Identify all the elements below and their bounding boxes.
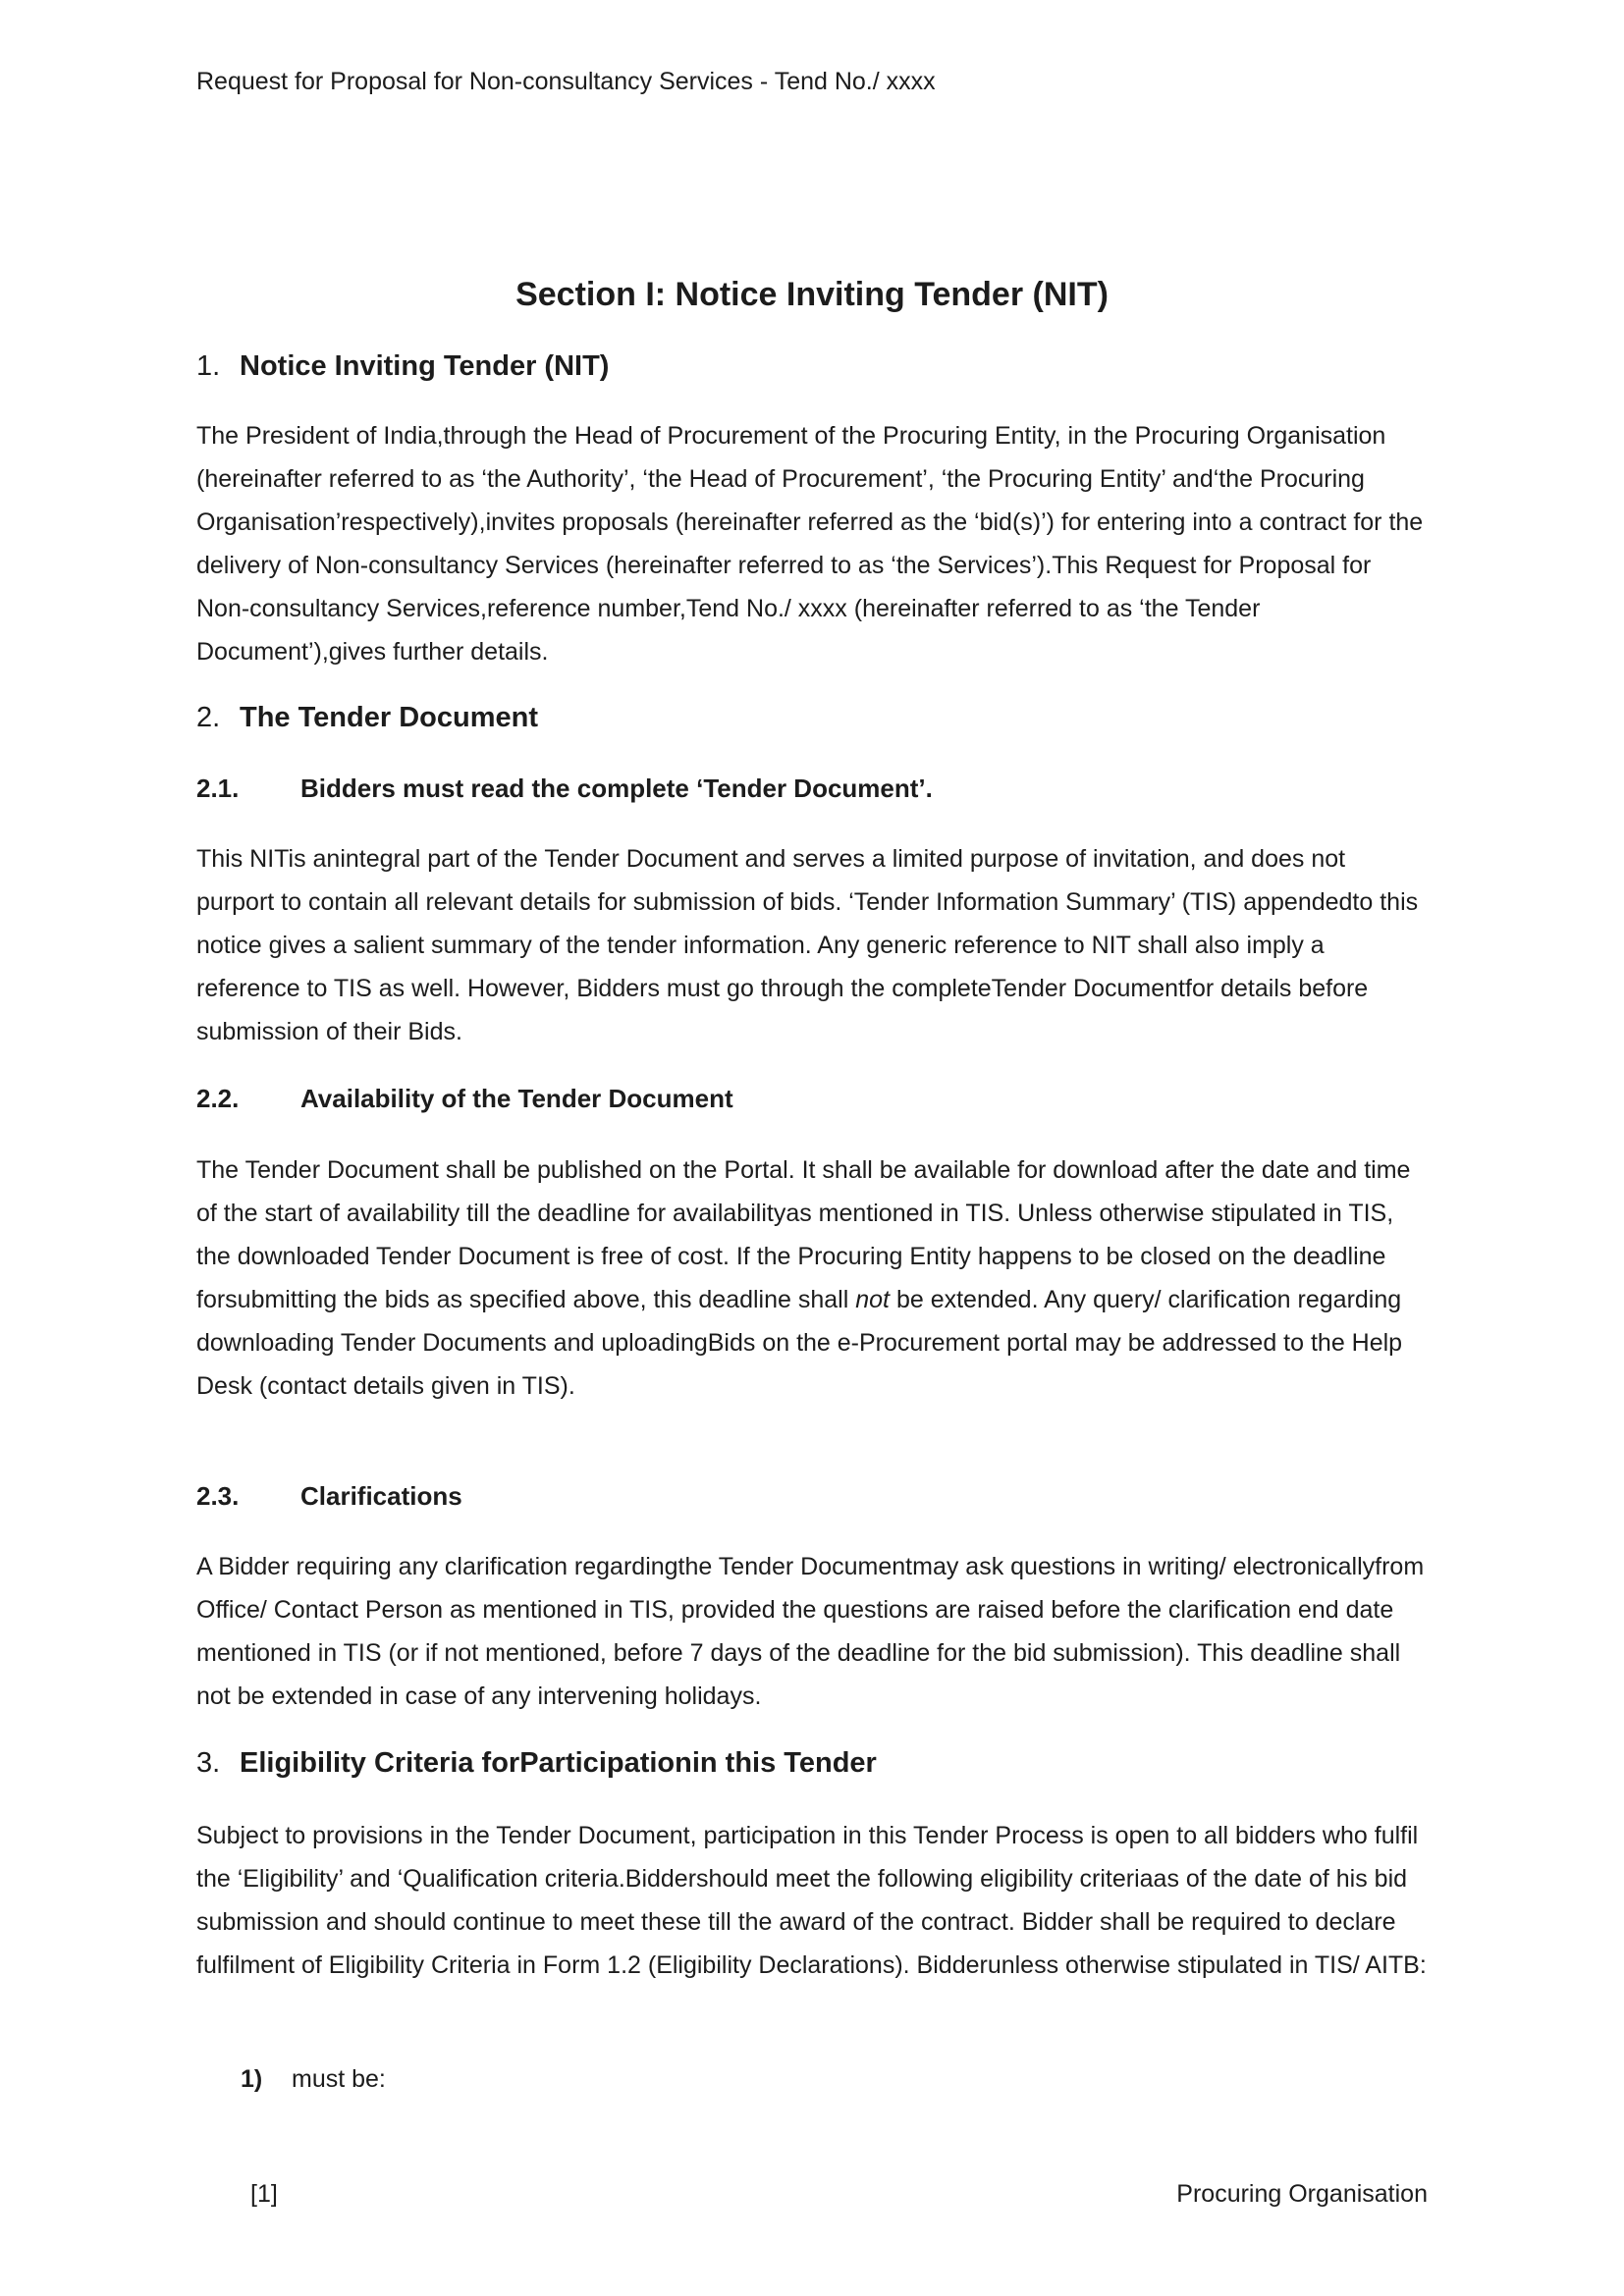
section-1-number: 1. — [196, 350, 221, 382]
footer-page-number: [1] — [250, 2180, 278, 2208]
section-2-1-number: 2.1. — [196, 774, 240, 803]
section-2-2-paragraph-end: be extended. Any query/ clarification regarding downloading Tender Documents and uploadingBids on the e-Procurement portal may be addressed to the Help Desk (contact details given in TIS). — [196, 1286, 1403, 1400]
section-2-2-italic-word: not — [855, 1286, 890, 1313]
section-3-paragraph: Subject to provisions in the Tender Document, participation in this Tender Process is open to all bidders who fulfil the ‘Eligibility’ and ‘Qualification criteria.Biddershould meet the following eligibility criteriaas of the date of his bid submission and should continue to meet these till the award of the contract. Bidder shall be required to declare fulfilment of Eligibility Criteria in Form 1.2 (Eligibility Declarations). Bidderunless otherwise stipulated in TIS/ AITB: — [196, 1822, 1427, 1979]
section-2-2-heading-text: Availability of the Tender Document — [300, 1084, 733, 1113]
section-2-3-heading — [196, 1478, 1428, 1514]
page-footer — [196, 2177, 1428, 2211]
section-1-heading — [196, 347, 1428, 385]
section-2-heading-text: The Tender Document — [240, 702, 538, 733]
section-2-1-heading — [196, 771, 1428, 806]
section-2-1-paragraph: This NITis anintegral part of the Tender Document and serves a limited purpose of invitation, and does not purport to contain all relevant details for submission of bids. ‘Tender Information Summary’ (TIS) appendedto this notice gives a salient summary of the tender information. Any generic reference to NIT shall also imply a reference to TIS as well. However, Bidders must go through the completeTender Documentfor details before submission of their Bids. — [196, 845, 1419, 1045]
section-2-3-heading-text: Clarifications — [300, 1481, 462, 1511]
document-title: Section I: Notice Inviting Tender (NIT) — [515, 276, 1109, 313]
footer-organisation-label: Procuring Organisation — [1176, 2180, 1428, 2208]
list-item-1-number: 1) — [241, 2065, 263, 2093]
section-2-2-paragraph-start: The Tender Document shall be published on the Portal. It shall be available for download after the date and time of the start of availability till the deadline for availabilityas mentioned in TIS. Unless otherwise stipulated in TIS, the downloaded Tender Document is free of cost. If the Procuring Entity happens to be closed on the deadline forsubmitting the bids as specified above, this deadline shall — [196, 1156, 1411, 1313]
eligibility-list-item-1 — [241, 2059, 1428, 2099]
running-header: Request for Proposal for Non-consultancy Services - Tend No./ xxxx — [196, 68, 936, 95]
section-2-heading — [196, 699, 1428, 736]
section-3-number: 3. — [196, 1747, 221, 1779]
section-2-number: 2. — [196, 702, 221, 733]
list-item-1-text: must be: — [292, 2065, 386, 2093]
section-3-heading — [196, 1744, 1428, 1782]
section-2-1-heading-text: Bidders must read the complete ‘Tender Document’. — [300, 774, 933, 803]
section-2-2-number: 2.2. — [196, 1084, 240, 1113]
section-2-2-heading — [196, 1081, 1428, 1116]
section-1-heading-text: Notice Inviting Tender (NIT) — [240, 350, 610, 382]
section-1-paragraph: The President of India,through the Head of Procurement of the Procuring Entity, in the Procuring Organisation (hereinafter referred to as ‘the Authority’, ‘the Head of Procurement’, ‘the Procuring Entity’ and‘the Procuring Organisation’respectively),invites proposals (hereinafter referred as the ‘bid(s)’) for entering into a contract for the delivery of Non-consultancy Services (hereinafter referred to as ‘the Services’).This Request for Proposal for Non-consultancy Services,reference number,Tend No./ xxxx (hereinafter referred to as ‘the Tender Document’),gives further details. — [196, 422, 1424, 666]
section-2-3-number: 2.3. — [196, 1481, 240, 1511]
section-2-3-paragraph: A Bidder requiring any clarification regardingthe Tender Documentmay ask questions in writing/ electronicallyfrom Office/ Contact Person as mentioned in TIS, provided the questions are raised before the clarification end date mentioned in TIS (or if not mentioned, before 7 days of the deadline for the bid submission). This deadline shall not be extended in case of any intervening holidays. — [196, 1553, 1425, 1710]
section-3-heading-text: Eligibility Criteria forParticipationin this Tender — [240, 1747, 877, 1779]
section-2-2-paragraph — [196, 1148, 1428, 1408]
